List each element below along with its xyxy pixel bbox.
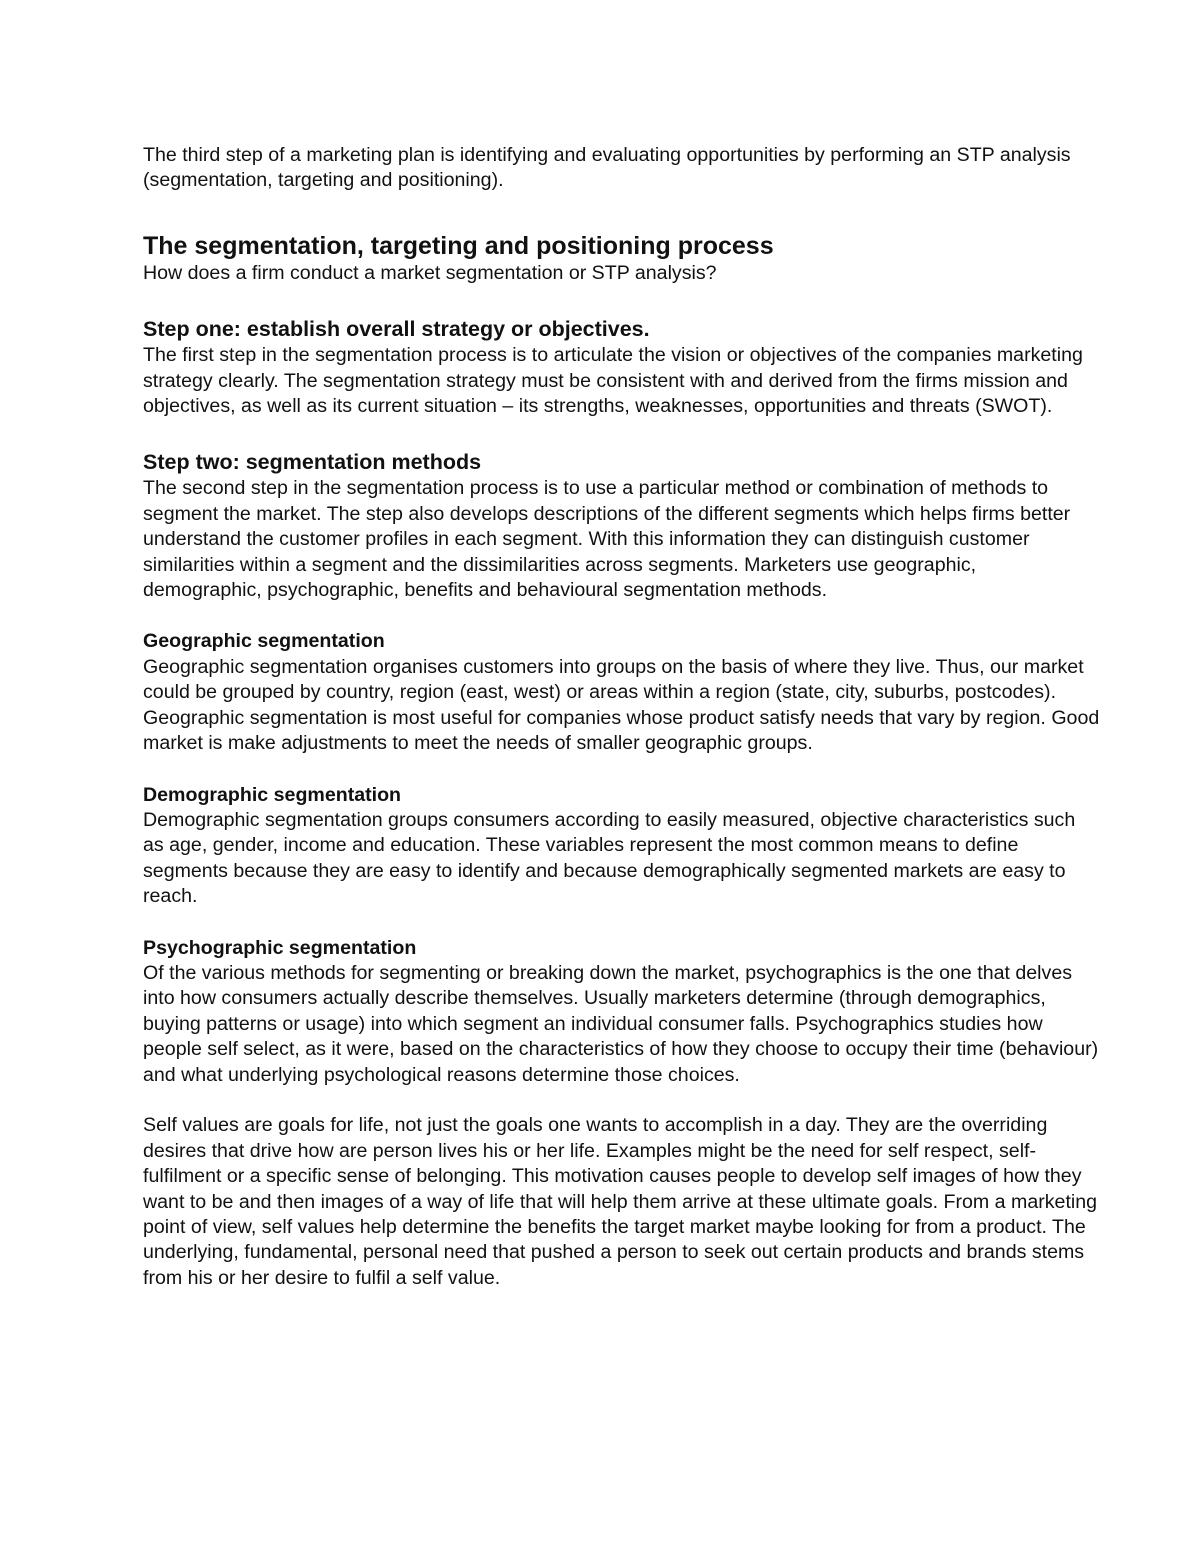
step-two-body: The second step in the segmentation process is to use a particular method or combination of methods to segment the market. The step also develops descriptions of the different segments which helps firms better understand the customer profiles in each segment. With this information they can distinguish customer similarities within a segment and the dissimilarities across segments. Marketers use geographic, demographic, psychographic, benefits and behavioural segmentation methods. bbox=[143, 477, 1071, 602]
geographic-body: Geographic segmentation organises customers into groups on the basis of where they live. Thus, our market could be grouped by country, region (east, west) or areas within a region (state, city, suburbs, postcodes). Geographic segmentation is most useful for companies whose product satisfy needs that vary by region. Good market is make adjustments to meet the needs of smaller geographic groups. bbox=[143, 655, 1100, 755]
step-one-heading: Step one: establish overall strategy or objectives. bbox=[143, 317, 650, 342]
psychographic-heading: Psychographic segmentation bbox=[143, 936, 417, 959]
document-title: The segmentation, targeting and positioning process bbox=[143, 231, 774, 260]
demographic-heading: Demographic segmentation bbox=[143, 783, 402, 806]
psychographic-body: Of the various methods for segmenting or breaking down the market, psychographics is the one that delves into how consumers actually describe themselves. Usually marketers determine (through demographics, buying patterns or usage) into which segment an individual consumer falls. Psychographics studies how people self select, as it were, based on the characteristics of how they choose to occupy their time (behaviour) and what underlying psychological reasons determine those choices. bbox=[143, 961, 1099, 1086]
geographic-heading: Geographic segmentation bbox=[143, 630, 385, 653]
document-subtitle: How does a firm conduct a market segmentation or STP analysis? bbox=[143, 261, 717, 284]
self-values-body: Self values are goals for life, not just the goals one wants to accomplish in a day. They are the overriding desires that drive how are person lives his or her life. Examples might be the need for self respect, self-fulfilment or a specific sense of belonging. This motivation causes people to develop self images of how they want to be and then images of a way of life that will help them arrive at these ultimate goals. From a marketing point of view, self values help determine the benefits the target market maybe looking for from a product. The underlying, fundamental, personal need that pushed a person to seek out certain products and brands stems from his or her desire to fulfil a self value. bbox=[143, 1114, 1098, 1289]
demographic-body: Demographic segmentation groups consumers according to easily measured, objective characteristics such as age, gender, income and education. These variables represent the most common means to define segments because they are easy to identify and because demographically segmented markets are easy to reach. bbox=[143, 808, 1076, 908]
step-one-body: The first step in the segmentation process is to articulate the vision or objectives of the companies marketing strategy clearly. The segmentation strategy must be consistent with and derived from the firms mission and objectives, as well as its current situation – its strengths, weaknesses, opportunities and threats (SWOT). bbox=[143, 344, 1083, 418]
intro-paragraph: The third step of a marketing plan is identifying and evaluating opportunities by performing an STP analysis (segmentation, targeting and positioning). bbox=[143, 144, 1071, 192]
step-two-heading: Step two: segmentation methods bbox=[143, 450, 482, 475]
